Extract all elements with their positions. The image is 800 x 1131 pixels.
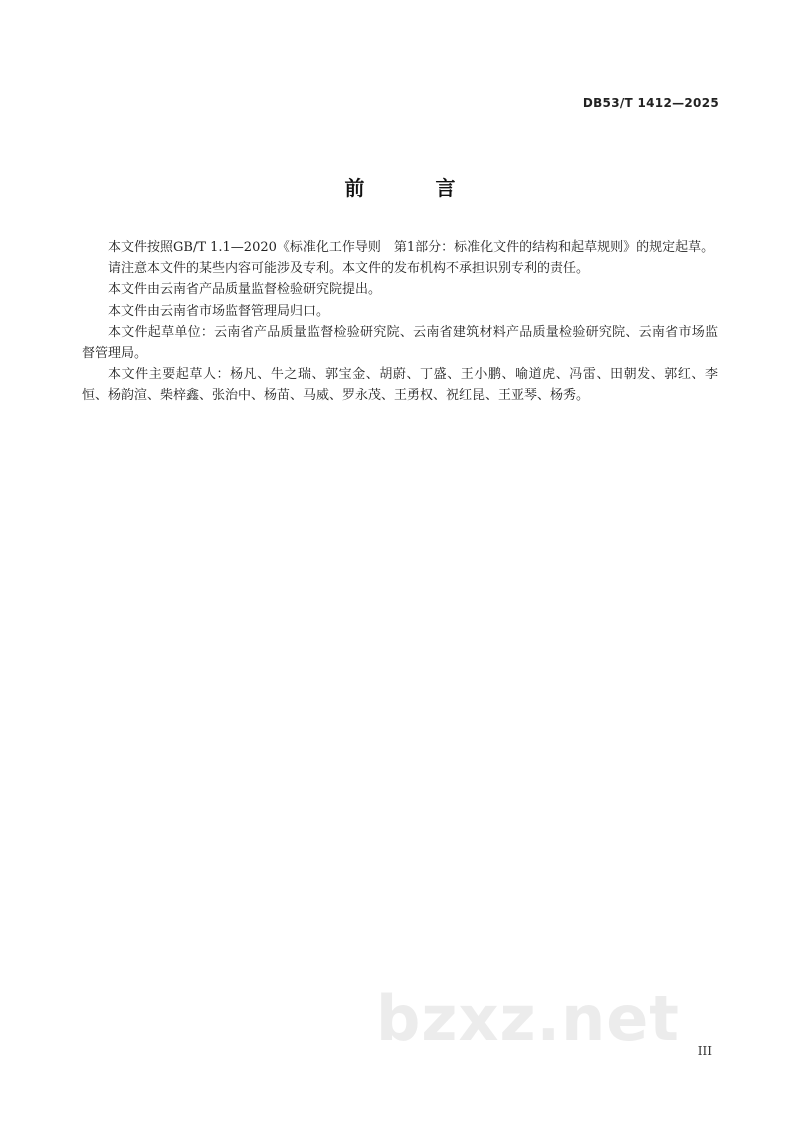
page-number: III	[697, 1044, 712, 1058]
paragraph-administrator: 本文件由云南省市场监督管理局归口。	[108, 303, 330, 319]
paragraph-drafting-rules: 本文件按照GB/T 1.1—2020《标准化工作导则 第1部分：标准化文件的结构和起草规则》的规定起草。	[108, 240, 715, 255]
page-title: 前 言	[344, 176, 488, 200]
foreword-body	[82, 237, 718, 407]
paragraph-drafting-units: 本文件起草单位：云南省产品质量监督检验研究院、云南省建筑材料产品质量检验研究院、云南省市场监督管理局。	[82, 324, 718, 362]
paragraph-patent-notice: 请注意本文件的某些内容可能涉及专利。本文件的发布机构不承担识别专利的责任。	[108, 261, 590, 277]
paragraph-proposer: 本文件由云南省产品质量监督检验研究院提出。	[108, 282, 382, 298]
document-code: DB53/T 1412—2025	[582, 96, 719, 110]
paragraph-drafters: 本文件主要起草人：杨凡、牛之瑞、郭宝金、胡蔚、丁盛、王小鹏、喻道虎、冯雷、田朝发、郭红、李恒、杨韵渲、柴梓鑫、张治中、杨苗、马威、罗永茂、王勇权、祝红昆、王亚琴、杨秀。	[82, 367, 718, 404]
watermark: bzxz.net	[376, 982, 680, 1055]
